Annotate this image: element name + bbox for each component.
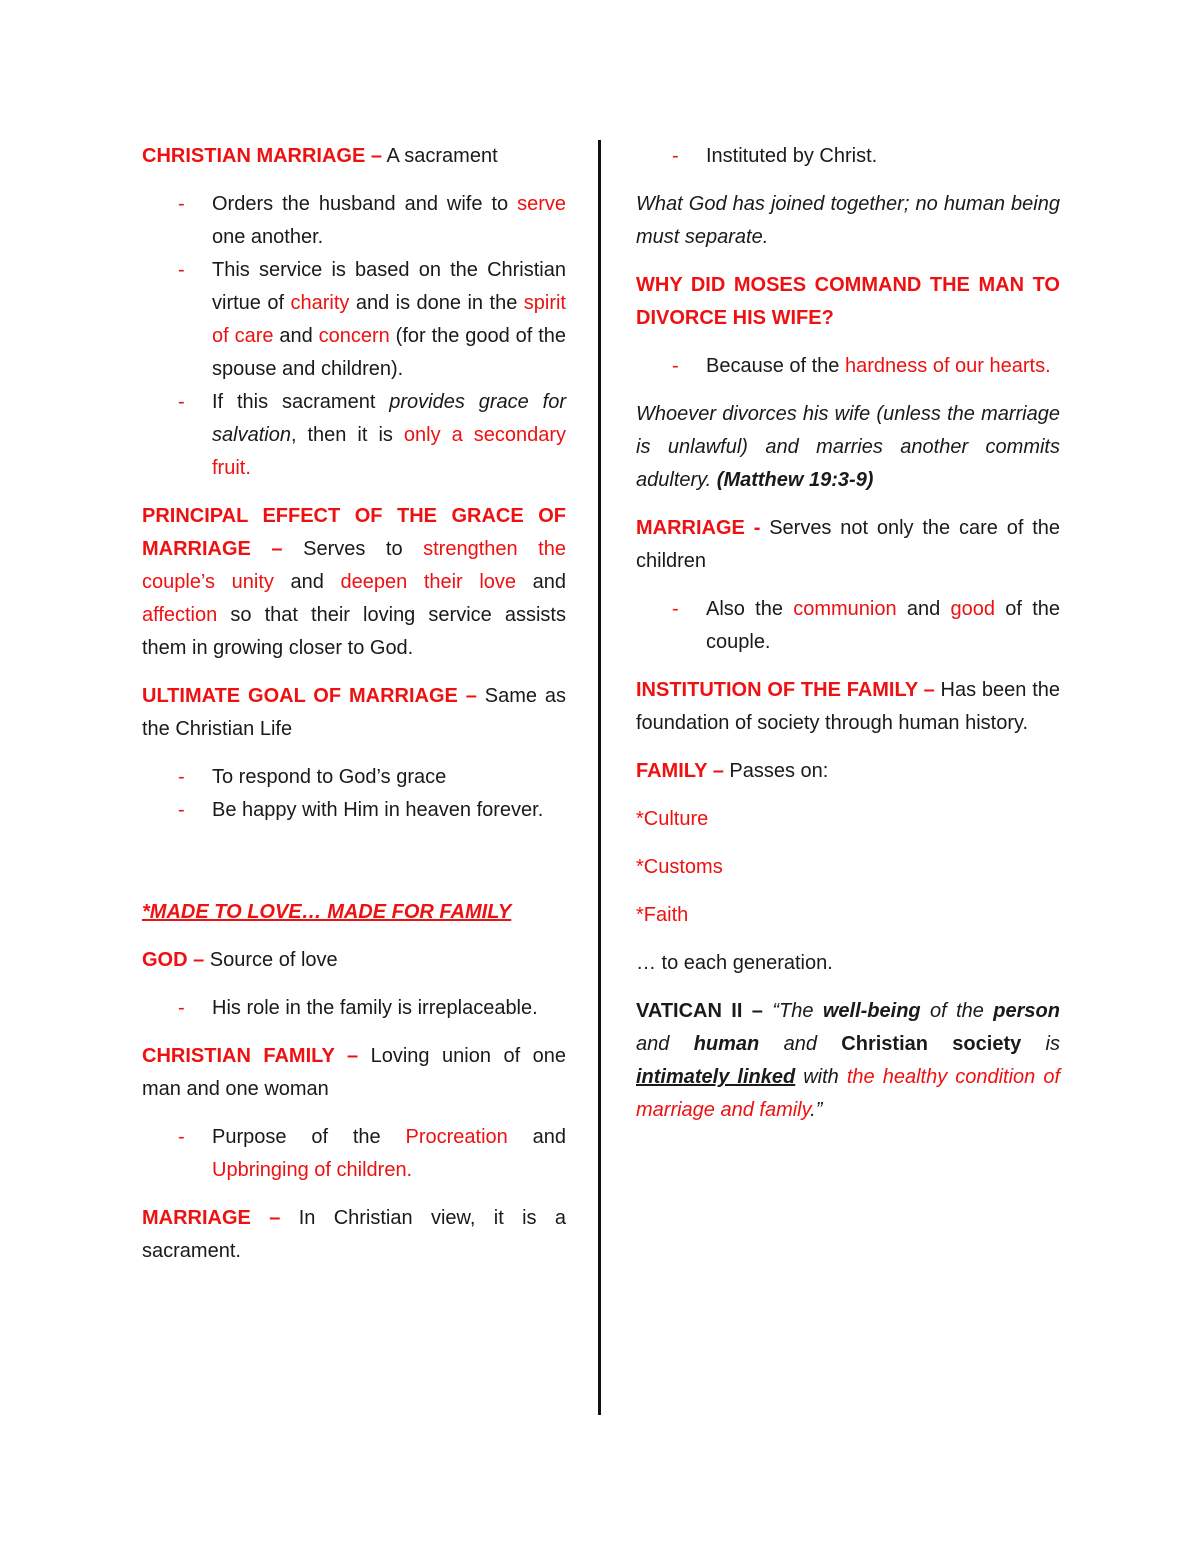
ultimate-goal-heading: ULTIMATE GOAL OF MARRIAGE – Same as the Christian Life — [142, 685, 566, 740]
god-heading: GOD – Source of love — [142, 949, 338, 971]
list-item: - His role in the family is irreplaceable. — [142, 992, 566, 1025]
list-item: - Because of the hardness of our hearts. — [636, 350, 1060, 383]
god-list — [142, 992, 566, 1025]
quote-divorce: Whoever divorces his wife (unless the marriage is unlawful) and marries another commits adultery. (Matthew 19:3-9) — [636, 403, 1060, 491]
quote-joined-together: What God has joined together; no human being must separate. — [636, 193, 1060, 248]
list-item: - If this sacrament provides grace for salvation, then it is only a secondary fruit. — [142, 386, 566, 485]
column-divider — [598, 140, 601, 1415]
each-generation-text: … to each generation. — [636, 952, 833, 974]
christian-marriage-list — [142, 188, 566, 485]
marriage-care-list — [636, 593, 1060, 659]
left-column — [142, 140, 566, 1283]
made-to-love-heading: *MADE TO LOVE… MADE FOR FAMILY — [142, 901, 512, 923]
culture-item: *Culture — [636, 808, 709, 830]
family-heading: FAMILY – Passes on: — [636, 760, 829, 782]
christian-family-heading: CHRISTIAN FAMILY – Loving union of one man and one woman — [142, 1045, 566, 1100]
marriage-care-heading: MARRIAGE - Serves not only the care of the children — [636, 517, 1061, 572]
list-item: - Purpose of the Procreation and Upbringing of children. — [142, 1121, 566, 1187]
faith-item: *Faith — [636, 904, 689, 926]
moses-question-heading: WHY DID MOSES COMMAND THE MAN TO DIVORCE HIS WIFE? — [636, 274, 1060, 329]
christian-marriage-heading: CHRISTIAN MARRIAGE – A sacrament — [142, 145, 498, 167]
ultimate-goal-list — [142, 761, 566, 827]
vatican-quote: VATICAN II – “The well-being of the person and human and Christian society is intimately linked with the healthy condition of marriage and family.” — [636, 1000, 1061, 1121]
instituted-list — [636, 140, 1060, 173]
christian-family-list — [142, 1121, 566, 1187]
list-item: - To respond to God’s grace — [142, 761, 566, 794]
list-item: - Be happy with Him in heaven forever. — [142, 794, 566, 827]
list-item: - Instituted by Christ. — [636, 140, 1060, 173]
list-item: - Orders the husband and wife to serve one another. — [142, 188, 566, 254]
institution-family-paragraph: INSTITUTION OF THE FAMILY – Has been the foundation of society through human history. — [636, 679, 1060, 734]
right-column — [636, 140, 1060, 1142]
list-item: - This service is based on the Christian virtue of charity and is done in the spirit of care and concern (for the good of the spouse and children). — [142, 254, 566, 386]
spacer — [142, 842, 566, 896]
marriage-sacrament-paragraph: MARRIAGE – In Christian view, it is a sacrament. — [142, 1207, 566, 1262]
moses-answer-list — [636, 350, 1060, 383]
principal-effect-paragraph: PRINCIPAL EFFECT OF THE GRACE OF MARRIAGE – Serves to strengthen the couple’s unity and deepen their love and affection so that their loving service assists them in growing closer to God. — [142, 505, 566, 659]
customs-item: *Customs — [636, 856, 723, 878]
list-item: - Also the communion and good of the couple. — [636, 593, 1060, 659]
